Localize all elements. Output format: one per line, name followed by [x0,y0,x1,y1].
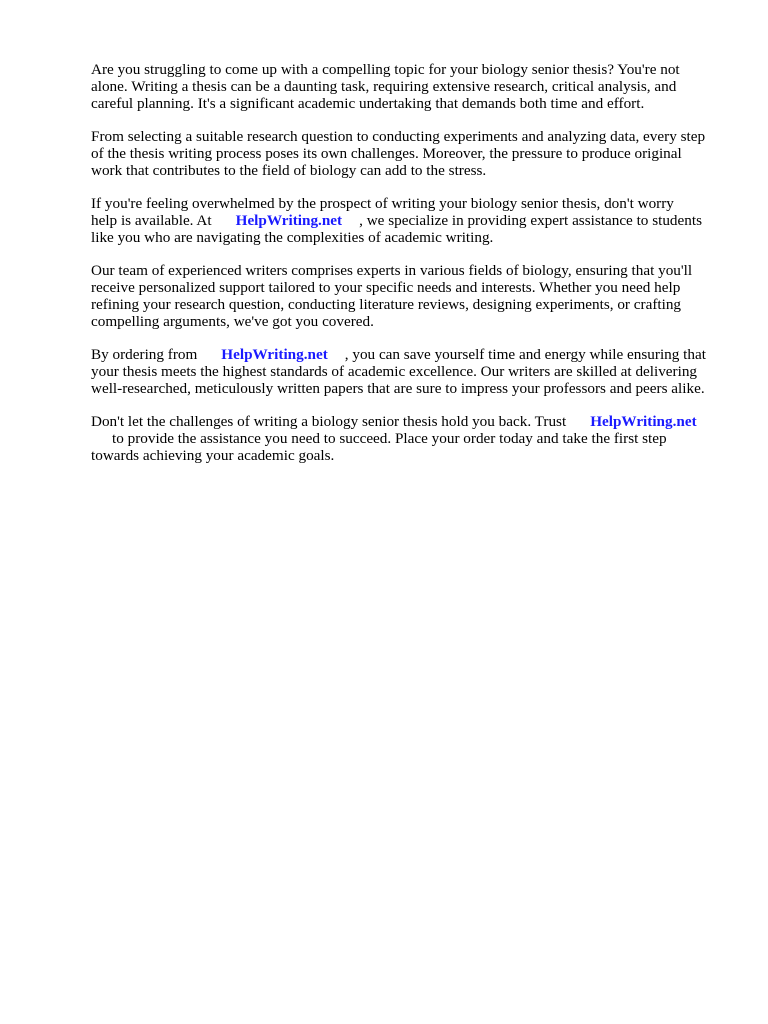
text-line [91,430,731,447]
paragraph-5 [91,346,731,397]
helpwriting-link[interactable]: HelpWriting.net [221,346,328,363]
text-line: towards achieving your academic goals. [91,447,335,464]
text-line: If you're feeling overwhelmed by the prospect of writing your biology senior thesis, don't worry [91,195,674,212]
text-segment: , we specialize in providing expert assistance to students [359,212,702,229]
paragraph-6 [91,413,731,464]
text-line: your thesis meets the highest standards of academic excellence. Our writers are skilled at delivering [91,363,698,380]
text-line: well-researched, meticulously written papers that are sure to impress your professors and peers alike. [91,380,705,397]
text-segment: help is available. At [91,212,212,229]
paragraph-1 [91,61,731,112]
text-segment: to provide the assistance you need to succeed. Place your order today and take the first step [112,430,667,447]
paragraph-3 [91,195,731,246]
text-line: of the thesis writing process poses its own challenges. Moreover, the pressure to produce original [91,145,682,162]
text-line: Our team of experienced writers comprises experts in various fields of biology, ensuring that you'll [91,262,693,279]
text-line: receive personalized support tailored to your specific needs and interests. Whether you need help [91,279,681,296]
text-line: refining your research question, conducting literature reviews, designing experiments, or crafting [91,296,682,313]
text-line: compelling arguments, we've got you covered. [91,313,374,330]
text-line: From selecting a suitable research question to conducting experiments and analyzing data, every step [91,128,706,145]
helpwriting-link[interactable]: HelpWriting.net [235,212,343,229]
text-segment: Don't let the challenges of writing a biology senior thesis hold you back. Trust [91,413,567,430]
text-line [91,413,731,430]
text-line [91,212,731,229]
text-line: like you who are navigating the complexities of academic writing. [91,229,494,246]
text-line: Are you struggling to come up with a compelling topic for your biology senior thesis? You're not [91,61,680,78]
text-line: alone. Writing a thesis can be a daunting task, requiring extensive research, critical analysis, and [91,78,677,95]
text-segment: , you can save yourself time and energy while ensuring that [344,346,706,363]
text-segment: By ordering from [91,346,198,363]
document-body [91,61,731,480]
paragraph-4 [91,262,731,330]
text-line: careful planning. It's a significant academic undertaking that demands both time and effort. [91,95,645,112]
text-line [91,346,731,363]
text-line: work that contributes to the field of biology can add to the stress. [91,162,487,179]
helpwriting-link[interactable]: HelpWriting.net [590,413,697,430]
paragraph-2 [91,128,731,179]
